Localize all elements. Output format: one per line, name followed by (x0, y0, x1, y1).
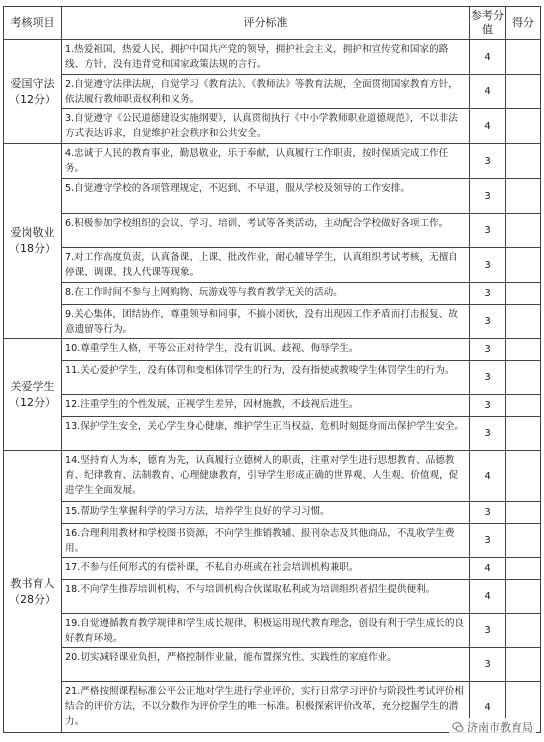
table-row (4, 614, 541, 648)
criteria-text: 14.坚持育人为本，德育为先，认真履行立德树人的职责，注重对学生进行思想教育、品德教育、纪律教育、法制教育、心理健康教育，引导学生形成正确的世界观、人生观、价值观，促进学生全面发展。 (62, 451, 470, 502)
score-cell[interactable] (506, 395, 541, 417)
ref-value: 3 (470, 395, 506, 417)
score-cell[interactable] (506, 179, 541, 214)
criteria-text: 7.对工作高度负责，认真备课、上课、批改作业，耐心辅导学生，认真组织考试考核，无擅自停课、调课、找人代课等现象。 (62, 248, 470, 283)
score-cell[interactable] (506, 283, 541, 305)
criteria-text: 4.忠诚于人民的教育事业，勤恳敬业，乐于奉献，认真履行工作职责，按时保质完成工作任务。 (62, 144, 470, 179)
table-row (4, 40, 541, 75)
criteria-text: 1.热爱祖国，热爱人民，拥护中国共产党的领导，拥护社会主义，拥护和宣传党和国家的路线、方针，没有违背党和国家政策法规的言行。 (62, 40, 470, 75)
criteria-text: 5.自觉遵守学校的各项管理规定，不迟到、不早退，服从学校及领导的工作安排。 (62, 179, 470, 214)
table-row (4, 502, 541, 524)
criteria-text: 3.自觉遵守《公民道德建设实施纲要》，认真贯彻执行《中小学教师职业道德规范》，不以非法方式表达诉求，自觉维护社会秩序和公共安全。 (62, 109, 470, 144)
table-row (4, 361, 541, 395)
header-score: 得分 (506, 7, 541, 40)
ref-value: 3 (470, 144, 506, 179)
score-cell[interactable] (506, 305, 541, 339)
score-cell[interactable] (506, 40, 541, 75)
category-points: （18分） (9, 242, 56, 255)
criteria-text: 8.在工作时间不参与上网购物、玩游戏等与教育教学无关的活动。 (62, 283, 470, 305)
ref-value: 3 (470, 417, 506, 451)
score-cell[interactable] (506, 361, 541, 395)
ref-value: 3 (470, 614, 506, 648)
ref-value: 3 (470, 305, 506, 339)
table-row (4, 580, 541, 614)
score-cell[interactable] (506, 451, 541, 502)
table-row (4, 339, 541, 361)
criteria-text: 10.尊重学生人格，平等公正对待学生，没有讥讽、歧视、侮辱学生。 (62, 339, 470, 361)
category-name: 爱国守法 (10, 76, 55, 90)
criteria-text: 20.切实减轻课业负担，严格控制作业量，能布置探究性、实践性的家庭作业。 (62, 648, 470, 682)
table-row (4, 179, 541, 214)
watermark-text: 济南市教育局 (467, 721, 533, 734)
evaluation-table (3, 6, 541, 733)
category-cell (4, 40, 62, 144)
score-cell[interactable] (506, 558, 541, 580)
criteria-text: 16.合理利用教材和学校图书资源，不向学生推销教辅、报刊杂志及其他商品，不乱收学生费用。 (62, 524, 470, 558)
ref-value: 3 (470, 214, 506, 248)
score-cell[interactable] (506, 339, 541, 361)
criteria-text: 11.关心爱护学生，没有体罚和变相体罚学生的行为，没有指使或教唆学生体罚学生的行为。 (62, 361, 470, 395)
watermark (449, 718, 536, 736)
ref-value: 3 (470, 648, 506, 682)
criteria-text: 9.关心集体，团结协作，尊重领导和同事，不搞小团伙，没有出现因工作矛盾而打击报复、故意遗留等行为。 (62, 305, 470, 339)
table-row (4, 214, 541, 248)
category-cell (4, 144, 62, 339)
table-row (4, 283, 541, 305)
score-cell[interactable] (506, 502, 541, 524)
score-cell[interactable] (506, 524, 541, 558)
score-cell[interactable] (506, 648, 541, 682)
criteria-text: 19.自觉遵循教育教学规律和学生成长规律，积极运用现代教育理念，创设有利于学生成长的良好教育环境。 (62, 614, 470, 648)
criteria-text: 15.帮助学生掌握科学的学习方法，培养学生良好的学习习惯。 (62, 502, 470, 524)
table-row (4, 248, 541, 283)
score-cell[interactable] (506, 75, 541, 109)
criteria-text: 18.不向学生推荐培训机构，不与培训机构合伙谋取私利或为培训组织者招生提供便利。 (62, 580, 470, 614)
header-ref-value: 参考分值 (470, 7, 506, 40)
ref-value: 4 (470, 451, 506, 502)
category-name: 教书育人 (10, 576, 55, 590)
ref-value: 4 (470, 682, 506, 733)
category-name: 关爱学生 (10, 379, 55, 393)
criteria-text: 12.注重学生的个性发展，正视学生差异，因材施教，不歧视后进生。 (62, 395, 470, 417)
ref-value: 3 (470, 524, 506, 558)
score-cell[interactable] (506, 417, 541, 451)
table-row (4, 305, 541, 339)
ref-value: 4 (470, 580, 506, 614)
ref-value: 3 (470, 179, 506, 214)
criteria-text: 6.积极参加学校组织的会议、学习、培训、考试等各类活动，主动配合学校做好各项工作。 (62, 214, 470, 248)
header-criteria: 评分标准 (62, 7, 470, 40)
score-cell[interactable] (506, 614, 541, 648)
table-row (4, 558, 541, 580)
table-row (4, 648, 541, 682)
category-points: （12分） (9, 92, 56, 106)
score-cell[interactable] (506, 214, 541, 248)
category-points: （28分） (9, 592, 56, 606)
header-item: 考核项目 (4, 7, 62, 40)
ref-value: 3 (470, 502, 506, 524)
table-row (4, 395, 541, 417)
table-row (4, 417, 541, 451)
ref-value: 4 (470, 558, 506, 580)
table-row (4, 144, 541, 179)
score-cell[interactable] (506, 580, 541, 614)
table-row (4, 524, 541, 558)
ref-value: 3 (470, 361, 506, 395)
ref-value: 4 (470, 109, 506, 144)
header-row (4, 7, 541, 40)
table-row (4, 75, 541, 109)
criteria-text: 17.不参与任何形式的有偿补课，不私自办班或在社会培训机构兼职。 (62, 558, 470, 580)
table-row (4, 109, 541, 144)
category-name: 爱岗敬业 (10, 226, 55, 239)
score-cell[interactable] (506, 248, 541, 283)
criteria-text: 2.自觉遵守法律法规，自觉学习《教育法》、《教师法》等教育法规，全面贯彻国家教育方针，依法履行教师职责权利和义务。 (62, 75, 470, 109)
ref-value: 3 (470, 339, 506, 361)
criteria-text: 13.保护学生安全，关心学生身心健康，维护学生正当权益，危机时刻挺身而出保护学生安全。 (62, 417, 470, 451)
ref-value: 4 (470, 75, 506, 109)
ref-value: 4 (470, 40, 506, 75)
ref-value: 3 (470, 248, 506, 283)
table-row (4, 451, 541, 502)
category-points: （12分） (9, 395, 56, 409)
ref-value: 3 (470, 283, 506, 305)
score-cell[interactable] (506, 144, 541, 179)
score-cell[interactable] (506, 109, 541, 144)
category-cell (4, 451, 62, 733)
wechat-icon (452, 721, 464, 733)
category-cell (4, 339, 62, 451)
criteria-text: 21.严格按照课程标准公平公正地对学生进行学业评价，实行日常学习评价与阶段性考试评价相结合的评价方法，不以分数作为评价学生的唯一标准。积极探索评价改革，充分挖掘学生的潜力。 (62, 682, 470, 733)
